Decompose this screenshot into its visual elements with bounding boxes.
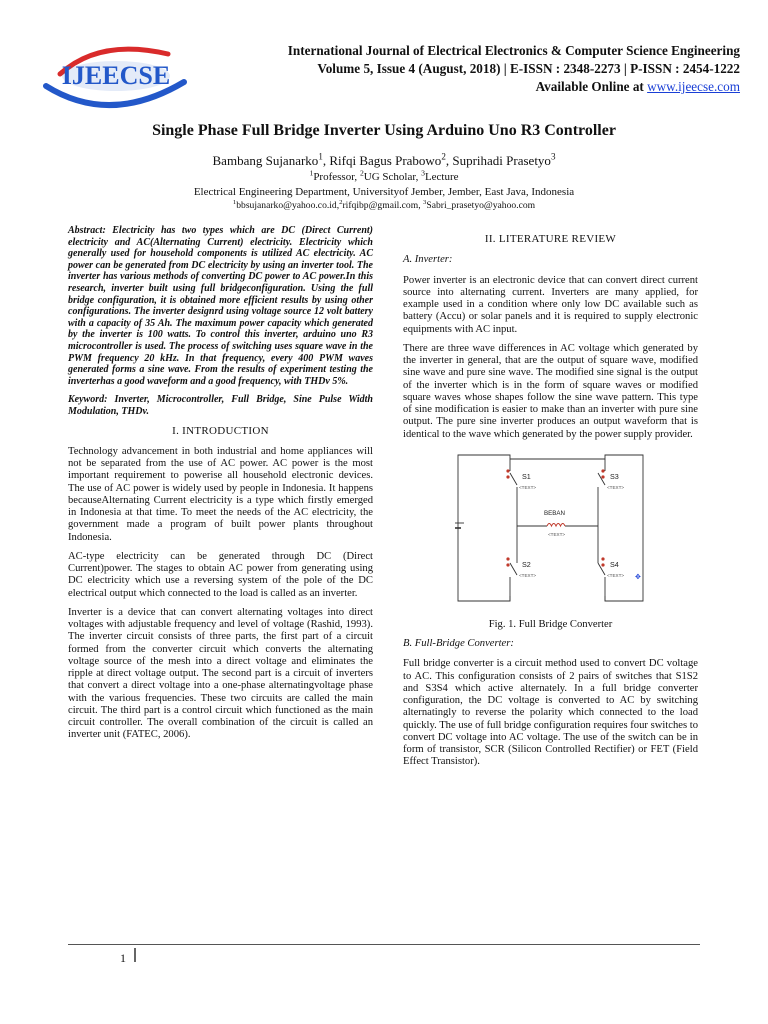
switch-label-s2: S2 xyxy=(522,559,531,569)
text-placeholder-tag: <TEXT> xyxy=(519,484,537,490)
journal-name: International Journal of Electrical Electronics & Computer Science Engineering xyxy=(287,43,740,58)
email-text: bbsujanarko@yahoo.co.id, xyxy=(236,200,340,211)
cursor-marker-icon: ✥ xyxy=(635,572,641,581)
paper-title: Single Phase Full Bridge Inverter Using Arduino Uno R3 Controller xyxy=(152,122,616,139)
right-column xyxy=(403,226,698,776)
page-number-bar xyxy=(134,948,136,962)
role-mark: 3 xyxy=(421,168,425,178)
email-text: rifqibp@gmail.com, xyxy=(342,200,423,211)
author-sep: , xyxy=(445,153,453,168)
available-prefix: Available Online at xyxy=(535,79,648,94)
email-text: Sabri_prasetyo@yahoo.com xyxy=(426,200,536,211)
journal-logo xyxy=(40,42,200,114)
email-mark: 3 xyxy=(423,198,427,206)
author-mark: 2 xyxy=(441,151,446,162)
author-name: Bambang Sujanarko xyxy=(212,153,319,168)
paragraph: AC-type electricity can be generated through DC (Direct Current)power. The stages to obtain AC power from generating using DC electricity which use a reversing system of the pole of the DC electrical output which connected to the load is called as an inverter. xyxy=(68,550,373,599)
switch-label-s1: S1 xyxy=(522,471,531,481)
author-list xyxy=(0,153,768,169)
section-heading-introduction: I. INTRODUCTION xyxy=(172,424,269,437)
author-name: Suprihadi Prasetyo xyxy=(452,153,551,168)
role-text: Professor, xyxy=(313,171,360,183)
available-online xyxy=(536,78,740,95)
paragraph: Power inverter is an electronic device that can convert direct current source into alternating current. Inverters are many applied, for example used in a condition where only low DC available such as battery (Accu) or solar panels and it is required to supply electronic equipments with AC input. xyxy=(403,274,698,335)
paragraph: Inverter is a device that can convert alternating voltages into direct voltages with adjustable frequency and level of voltage (Rashid, 1993). The inverter circuit consists of three parts, the first part of a circuit formed from the converter circuit which converts the alternating voltage source of the mesh into a direct voltage and eliminates the ripple at direct voltage output. The second part is a circuit of inverters that convert a direct voltage into a one-phase alternatingvoltage phase with the various frequencies. These two circuits are called the main circuit. The third part is a control circuit which functioned as the main circuit controller. The overall combination of the circuit is called an inverter unit (FATEC, 2006). xyxy=(68,606,373,741)
page-number: 1 xyxy=(120,951,126,965)
full-bridge-circuit-diagram xyxy=(455,451,645,607)
volume-line: Volume 5, Issue 4 (August, 2018) | E-ISSN : 2348-2273 | P-ISSN : 2454-1222 xyxy=(317,61,740,76)
author-sep: , xyxy=(322,153,330,168)
section-heading-literature-review: II. LITERATURE REVIEW xyxy=(484,233,617,245)
text-placeholder-tag: <TEXT> xyxy=(607,484,625,490)
email-mark: 1 xyxy=(232,198,237,206)
paragraph: Full bridge converter is a circuit method used to convert DC voltage to AC. This configuration consists of 2 pairs of switches that S1S2 and S3S4 which active alternately. In a full bridge converter configuration, the DC voltage is converted to AC by switching alternatingly to reverse the polarity which connected to the load quickly. The use of full bridge configuration requires four switches to convert DC voltage into AC voltage. The use of the switch can be in form of transistor, SCR (Silicon Controlled Rectifier) or FET (Field Effect Transistor). xyxy=(403,658,698,768)
paragraph: Technology advancement in both industrial and home appliances will not be separated from the use of AC power. AC power is the most important requirement to powerise all household electronic devices. The use of AC power is widely used by people in Indonesia. It happens becauseAlternating Current electricity is a type which firstly emerged in Indonesia at that time. To meet the needs of the AC electricity, the government made a program of built power plants throughout Indonesia. xyxy=(68,445,373,543)
logo-text: IJEECSE xyxy=(61,61,171,90)
load-label: BEBAN xyxy=(544,509,565,517)
role-mark: 2 xyxy=(359,168,364,178)
author-mark: 3 xyxy=(550,151,556,162)
subsection-heading-inverter: A. Inverter: xyxy=(403,254,453,266)
author-mark: 1 xyxy=(318,151,323,162)
abstract: Abstract: Electricity has two types which are DC (Direct Current) electricity and AC(Alternating Current) electricity. Electricity which generally used for household components is utilized AC electricity. AC power can be generated from DC electricity by using an inverter tool. The inverter has various methods of converting DC power to AC power.In this research, inverter built using full bridgeconfiguration. Using the full bridge configuration, it is obtained more efficient results by using other configurations. The inverter designrd using voltage source 12 volt battery with a capacity of 35 Ah. The maximum power capacity which generated by the inverter is 100 watts. To control this inverter, arduino uno R3 microcontroller is used. The process of switching uses square wave in the PWM frequency 20 kHz. In that frequency, every 400 PWM waves generated forms a sine wave. From the results of experiment testing the inverterhas a good waveform and a good frequency, with THDv 5%. xyxy=(68,225,373,387)
author-name: Rifqi Bagus Prabowo xyxy=(329,153,442,168)
keywords: Keyword: Inverter, Microcontroller, Full Bridge, Sine Pulse Width Modulation, THDv. xyxy=(68,394,373,417)
subsection-heading-full-bridge: B. Full-Bridge Converter: xyxy=(403,638,514,649)
text-placeholder-tag: <TEXT> xyxy=(548,531,566,537)
role-text: Lecture xyxy=(424,171,459,183)
role-mark: 1 xyxy=(309,168,314,178)
switch-label-s3: S3 xyxy=(610,471,619,481)
left-column xyxy=(68,225,373,749)
figure-caption: Fig. 1. Full Bridge Converter xyxy=(488,618,613,630)
text-placeholder-tag: <TEXT> xyxy=(607,572,625,578)
affiliation: Electrical Engineering Department, Universityof Jember, Jember, East Java, Indonesia xyxy=(193,186,575,198)
text-placeholder-tag: <TEXT> xyxy=(519,572,537,578)
journal-website-link[interactable]: www.ijeecse.com xyxy=(647,79,740,94)
role-text: UG Scholar, xyxy=(363,171,422,183)
author-roles xyxy=(0,168,768,183)
switch-label-s4: S4 xyxy=(610,559,619,569)
paragraph: There are three wave differences in AC voltage which generated by the inverter in general, that are the output of square wave, modified sine wave and pure sine wave. The modified sine signal is the output of the inverter which is in the form of square waves or modified square waves whose shapes follow the sine wave pattern. This type of sine modification is easier to make than an inverter with pure sine output. The pure sine inverter produces an output waveform that is identical to the wave which generated by the power supply provider. xyxy=(403,342,698,440)
author-emails xyxy=(0,200,768,211)
email-mark: 2 xyxy=(339,198,343,206)
footer-rule xyxy=(68,944,700,945)
